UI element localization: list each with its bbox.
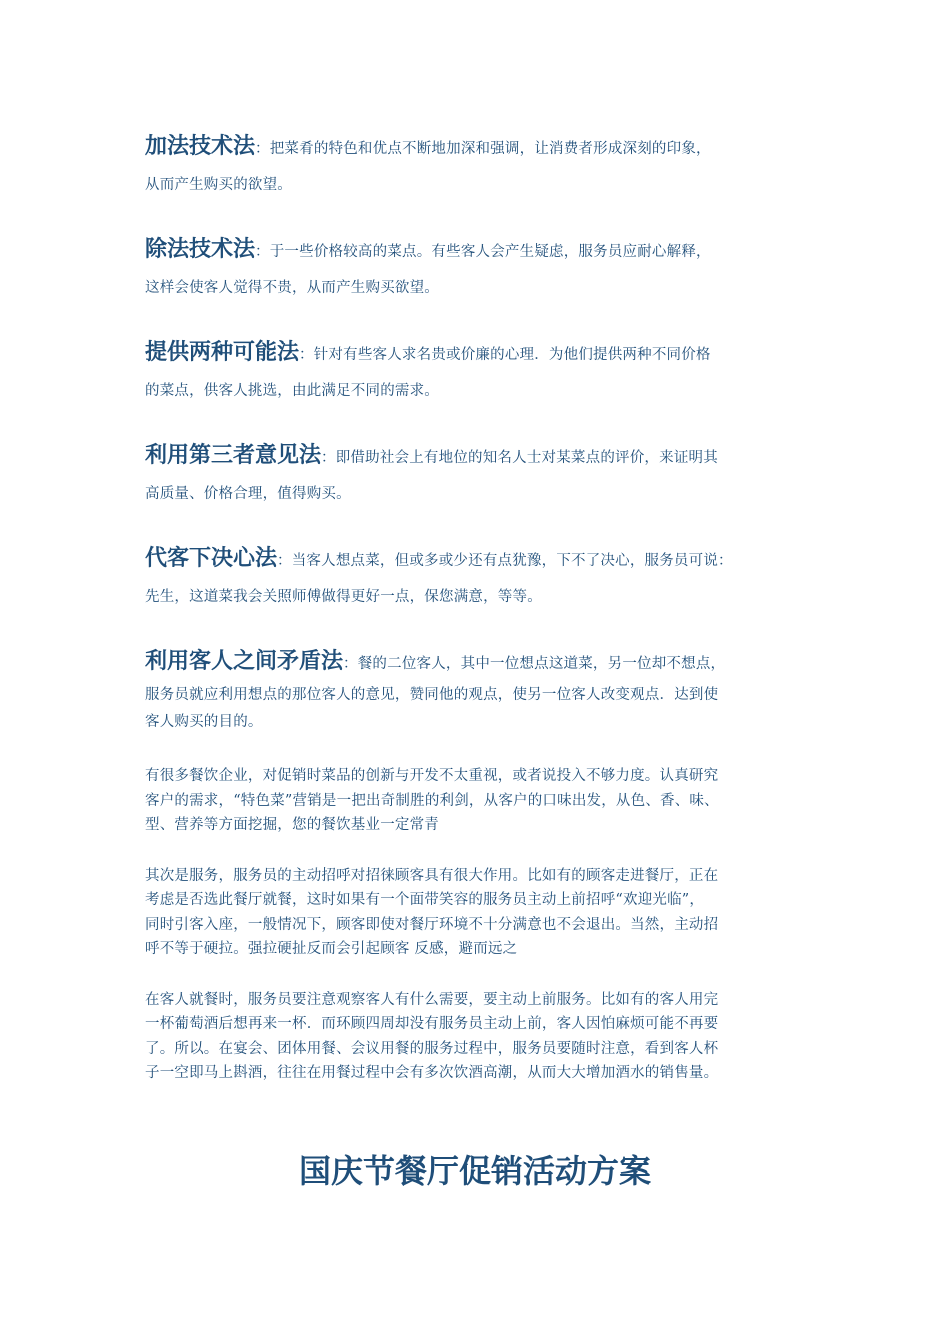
paragraph-line: 型、营养等方面挖掘，您的餐饮基业一定常青 [145,817,439,833]
section-title: 国庆节餐厅促销活动方案 [298,1152,651,1190]
paragraph-line: 在客人就餐时，服务员要注意观察客人有什么需要，要主动上前服务。比如有的客人用完 [145,991,719,1008]
technique-line: 高质量、价格合理，值得购买。 [145,486,351,502]
paragraph-line: 其次是服务，服务员的主动招呼对招徕顾客具有很大作用。比如有的顾客走进餐厅，正在 [145,867,719,884]
technique-line: 的菜点，供客人挑选，由此满足不同的需求。 [145,383,439,399]
paragraph-line: 子一空即马上斟酒，往往在用餐过程中会有多次饮酒高潮，从而大大增加酒水的销售量。 [145,1065,719,1081]
body-paragraph [145,864,815,962]
technique-item [145,540,815,615]
technique-line: 服务员就应利用想点的那位客人的意见，赞同他的观点，使另一位客人改变观点．达到使 [145,687,719,703]
technique-term: 提供两种可能法 [145,339,300,365]
paragraph-line: 了。所以。在宴会、团体用餐、会议用餐的服务过程中，服务员要随时注意，看到客人杯 [145,1040,719,1057]
technique-line [145,231,815,270]
technique-term: 除法技术法 [145,236,256,262]
technique-item [145,643,815,736]
technique-term: 利用客人之间矛盾法 [145,648,344,674]
technique-item [145,231,815,306]
paragraph-line: 呼不等于硬拉。强拉硬扯反而会引起顾客 反感，避而远之 [145,941,518,957]
technique-line: 客人购买的目的。 [145,714,263,730]
content-body [145,128,815,1112]
paragraph-line: 有很多餐饮企业，对促销时菜品的创新与开发不太重视，或者说投入不够力度。认真研究 [145,768,719,784]
technique-term: 利用第三者意见法 [145,442,322,468]
technique-line [145,128,815,167]
technique-term: 加法技术法 [145,133,256,159]
paragraph-line: 客户的需求，“特色菜”营销是一把出奇制胜的利剑，从客户的口味出发，从色、香、味、 [145,792,719,809]
technique-line [145,540,815,579]
technique-item [145,128,815,203]
body-paragraph [145,764,815,838]
technique-item [145,334,815,409]
paragraph-line: 考虑是否选此餐厅就餐，这时如果有一个面带笑容的服务员主动上前招呼“欢迎光临”， [145,892,705,908]
paragraph-line: 一杯葡萄酒后想再来一杯．而环顾四周却没有服务员主动上前，客人因怕麻烦可能不再要 [145,1016,719,1032]
technique-line: 先生，这道菜我会关照师傅做得更好一点，保您满意，等等。 [145,589,542,605]
technique-text: ：于一些价格较高的菜点。有些客人会产生疑虑，服务员应耐心解释， [255,244,711,260]
paragraph-line: 同时引客入座，一般情况下，顾客即使对餐厅环境不十分满意也不会退出。当然，主动招 [145,916,719,933]
technique-line: 这样会使客人觉得不贵，从而产生购买欲望。 [145,280,439,296]
technique-item [145,437,815,512]
technique-line: 从而产生购买的欲望。 [145,177,292,193]
technique-text: ：把菜肴的特色和优点不断地加深和强调，让消费者形成深刻的印象， [255,141,711,157]
body-paragraph [145,988,815,1086]
technique-term: 代客下决心法 [145,545,278,571]
technique-text: ：即借助社会上有地位的知名人士对某菜点的评价，来证明其 [321,450,718,466]
technique-text: ：针对有些客人求名贵或价廉的心理．为他们提供两种不同价格 [299,347,711,363]
technique-line [145,437,815,476]
technique-line [145,643,815,682]
technique-text: ：当客人想点菜，但或多或少还有点犹豫，下不了决心，服务员可说： [277,553,733,569]
technique-line [145,334,815,373]
technique-text: ：餐的二位客人，其中一位想点这道菜，另一位却不想点， [343,656,726,672]
